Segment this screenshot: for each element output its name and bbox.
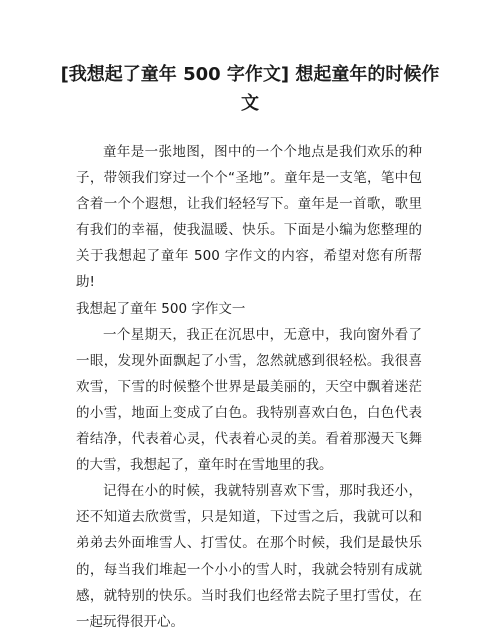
body-paragraph: 记得在小的时候，我就特别喜欢下雪，那时我还小，还不知道去欣赏雪，只是知道，下过雪之后，我就可以和弟弟去外面堆雪人、打雪仗。在那个时候，我们是最快乐的，每当我们堆起一个小小的雪人时，我就会特别有成就感，就特别的快乐。当时我们也经常去院子里打雪仗，在一起玩得很开心。 — [76, 483, 422, 630]
body-paragraph: 一个星期天，我正在沉思中，无意中，我向窗外看了一眼，发现外面飘起了小雪，忽然就感到很轻松。我很喜欢雪，下雪的时候整个世界是最美丽的，天空中飘着迷茫的小雪，地面上变成了白色。我特别喜欢白色，白色代表着结净，代表着心灵，代表着心灵的美。看着那漫天飞舞的大雪，我想起了，童年时在雪地里的我。 — [76, 326, 422, 474]
article-body — [76, 139, 422, 635]
page-title: [我想起了童年 500 字作文] 想起童年的时候作文 — [60, 64, 440, 114]
intro-paragraph: 童年是一张地图，图中的一个个地点是我们欢乐的种子，带领我们穿过一个个“圣地”。童年是一支笔，笔中包含着一个个遐想，让我们轻轻写下。童年是一首歌，歌里有我们的幸福，使我温暖、快乐。下面是小编为您整理的关于我想起了童年 500 字作文的内容，希望对您有所帮助! — [76, 144, 422, 291]
section-heading: 我想起了童年 500 字作文一 — [76, 300, 246, 317]
